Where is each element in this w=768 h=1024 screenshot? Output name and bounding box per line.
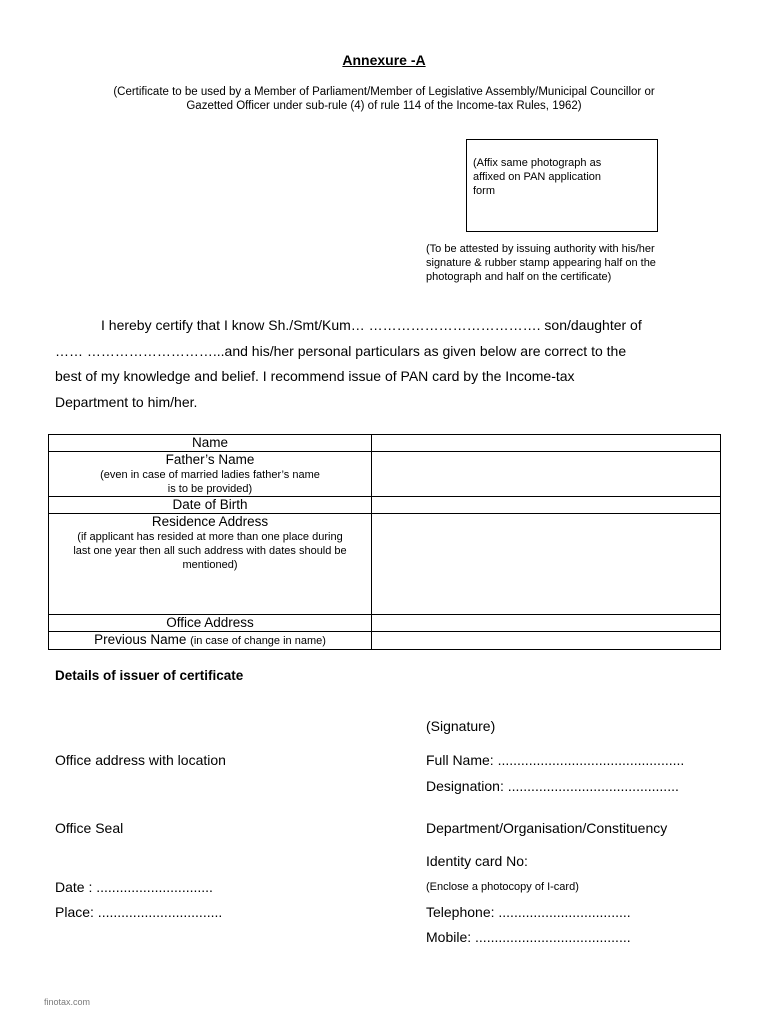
table-row-previous-name <box>49 632 721 650</box>
value-office-address[interactable] <box>372 615 721 632</box>
attestation-note <box>426 242 726 284</box>
value-previous-name[interactable] <box>372 632 721 650</box>
subtitle-line-1: (Certificate to be used by a Member of Parliament/Member of Legislative Assembly/Municipal Councillor or <box>113 86 655 98</box>
attest-line-3: photograph and half on the certificate) <box>426 271 612 283</box>
cert-line-4: Department to him/her. <box>55 393 198 410</box>
attest-line-1: (To be attested by issuing authority with his/her <box>426 243 655 255</box>
value-residence[interactable] <box>372 514 721 615</box>
fathers-name-note-2: is to be provided) <box>167 483 253 495</box>
label-residence <box>49 514 372 615</box>
office-seal-label: Office Seal <box>55 820 124 836</box>
label-previous-name <box>49 632 372 650</box>
annexure-title: Annexure -A <box>342 52 426 68</box>
place-field[interactable]: Place: ................................ <box>55 904 223 920</box>
label-name: Name <box>49 435 372 452</box>
value-dob[interactable] <box>372 497 721 514</box>
signature-label: (Signature) <box>426 718 496 734</box>
label-fathers-name <box>49 452 372 497</box>
personal-particulars-table <box>48 434 721 650</box>
photo-text-line-1: (Affix same photograph as <box>473 157 602 169</box>
label-office-address: Office Address <box>49 615 372 632</box>
residence-title: Residence Address <box>151 514 269 529</box>
office-address-label: Office address with location <box>55 752 226 768</box>
cert-line-1 <box>55 313 720 339</box>
value-name[interactable] <box>372 435 721 452</box>
date-field[interactable]: Date : .............................. <box>55 879 213 895</box>
cert-line-2: …… ………………………...and his/her personal particulars as given below are correct to the <box>55 342 627 359</box>
full-name-field[interactable]: Full Name: ................................................ <box>426 752 685 768</box>
fathers-name-title: Father’s Name <box>165 452 255 467</box>
table-row-dob <box>49 497 721 514</box>
residence-note-3: mentioned) <box>182 559 238 571</box>
table-row-fathers-name <box>49 452 721 497</box>
residence-note-1: (if applicant has resided at more than one place during <box>77 531 343 543</box>
certificate-subtitle <box>60 85 708 113</box>
previous-name-note: (in case of change in name) <box>190 635 326 647</box>
photo-text-line-2: affixed on PAN application <box>473 171 602 183</box>
identity-card-field[interactable]: Identity card No: <box>426 853 528 869</box>
attest-line-2: signature & rubber stamp appearing half on the <box>426 257 656 269</box>
designation-field[interactable]: Designation: ............................................ <box>426 778 679 794</box>
table-row-name <box>49 435 721 452</box>
previous-name-title: Previous Name <box>94 632 187 647</box>
certification-paragraph <box>55 313 720 415</box>
footer-watermark: finotax.com <box>44 997 91 1007</box>
subtitle-line-2: Gazetted Officer under sub-rule (4) of rule 114 of the Income-tax Rules, 1962) <box>186 100 582 112</box>
table-row-office-address <box>49 615 721 632</box>
label-dob: Date of Birth <box>49 497 372 514</box>
photograph-instructions <box>473 156 653 198</box>
cert-line-3: best of my knowledge and belief. I recommend issue of PAN card by the Income-tax <box>55 368 575 384</box>
mobile-field[interactable]: Mobile: ........................................ <box>426 929 631 945</box>
photo-text-line-3: form <box>473 185 495 197</box>
table-row-residence <box>49 514 721 615</box>
cert-line-1-text: I hereby certify that I know Sh./Smt/Kum… ………………………………. son/daughter of <box>101 317 642 333</box>
value-fathers-name[interactable] <box>372 452 721 497</box>
department-label: Department/Organisation/Constituency <box>426 820 668 836</box>
fathers-name-note-1: (even in case of married ladies father’s name <box>100 469 320 481</box>
enclose-icard-note: (Enclose a photocopy of I-card) <box>426 881 579 893</box>
telephone-field[interactable]: Telephone: .................................. <box>426 904 631 920</box>
residence-note-2: last one year then all such address with dates should be <box>73 545 347 557</box>
issuer-details-heading: Details of issuer of certificate <box>55 668 244 683</box>
